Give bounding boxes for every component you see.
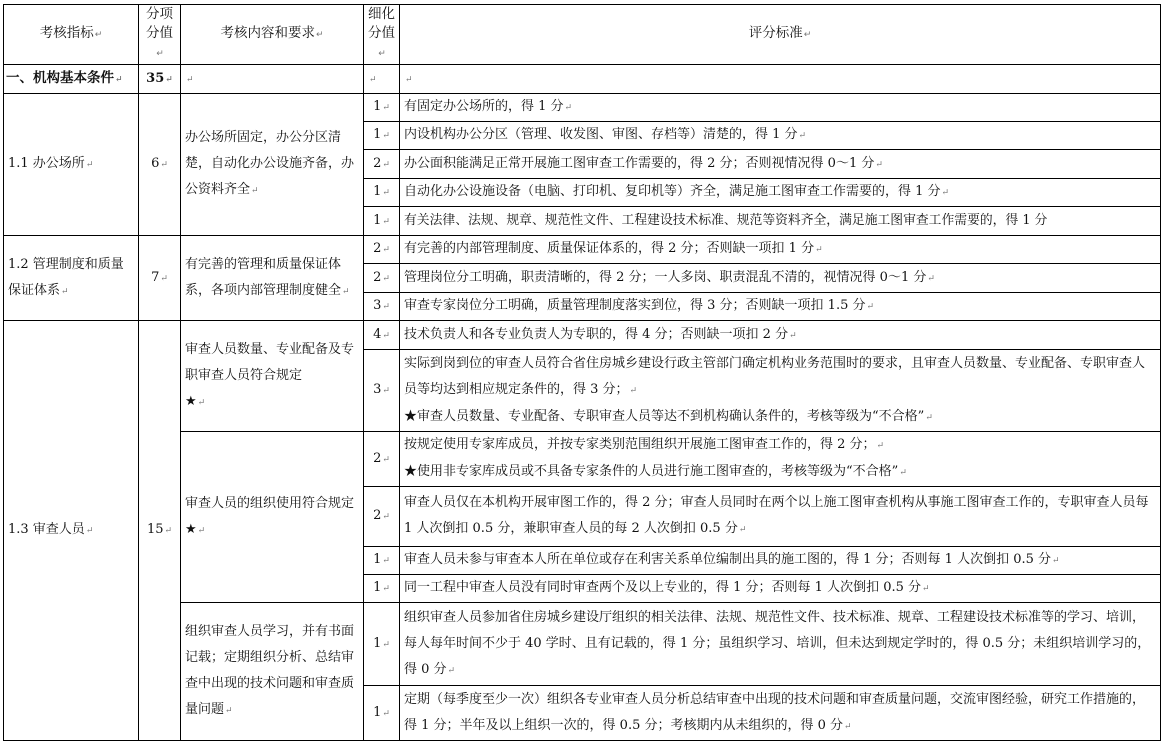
table-row xyxy=(4,321,1161,350)
section-score: 35↵ xyxy=(139,65,181,94)
sub-score: 2↵ xyxy=(364,264,400,293)
group-content: 组织审查人员学习，并有书面记载；定期组织分析、总结审查中出现的技术问题和审查质量问题↵ xyxy=(181,603,364,741)
table-row xyxy=(4,236,1161,264)
criteria-text: 有完善的内部管理制度、质量保证体系的，得 2 分；否则缺一项扣 1 分↵ xyxy=(400,236,1161,264)
sub-score: 2↵ xyxy=(364,432,400,487)
star-icon: ★ xyxy=(185,393,197,409)
group-content: 审查人员数量、专业配备及专职审查人员符合规定 ★↵ xyxy=(181,321,364,432)
sub-score: 2↵ xyxy=(364,487,400,547)
criteria-text: 内设机构办公分区（管理、收发图、审图、存档等）清楚的，得 1 分↵ xyxy=(400,122,1161,150)
header-row xyxy=(4,5,1161,65)
group-content: 审查人员的组织使用符合规定 ★↵ xyxy=(181,432,364,603)
criteria-text: 审查人员未参与审查本人所在单位或存在利害关系单位编制出具的施工图的，得 1 分；否则每 1 人次倒扣 0.5 分↵ xyxy=(400,547,1161,575)
header-item-score: 分项 分值↵ xyxy=(139,5,181,65)
criteria-text: 有固定办公场所的，得 1 分↵ xyxy=(400,94,1161,122)
section-row xyxy=(4,65,1161,94)
section-criteria-empty: ↵ xyxy=(400,65,1161,94)
header-content: 考核内容和要求↵ xyxy=(181,5,364,65)
criteria-text: 同一工程中审查人员没有同时审查两个及以上专业的，得 1 分；否则每 1 人次倒扣 0.5 分↵ xyxy=(400,575,1161,603)
group-label: 1.3 审查人员↵ xyxy=(4,321,139,741)
sub-score: 3↵ xyxy=(364,350,400,432)
criteria-text: 组织审查人员参加省住房城乡建设厅组织的相关法律、法规、规范性文件、技术标准、规章、工程建设技术标准等的学习、培训，每人每年时间不少于 40 学时、且有记载的，得 1 分；虽组织学习、培训，但未达到规定学时的，得 0.5 分；未组织培训学习的，得 0 分↵ xyxy=(400,603,1161,686)
section-title: 一、机构基本条件↵ xyxy=(4,65,139,94)
sub-score: 1↵ xyxy=(364,686,400,741)
sub-score: 1↵ xyxy=(364,94,400,122)
group-score: 6↵ xyxy=(139,94,181,236)
sub-score: 4↵ xyxy=(364,321,400,350)
section-sub-empty: ↵ xyxy=(364,65,400,94)
sub-score: 1↵ xyxy=(364,603,400,686)
criteria-text: 管理岗位分工明确，职责清晰的，得 2 分；一人多岗、职责混乱不清的，视情况得 0～1 分↵ xyxy=(400,264,1161,293)
header-criteria: 评分标准↵ xyxy=(400,5,1161,65)
star-icon: ★ xyxy=(404,464,418,479)
assessment-table xyxy=(3,4,1161,741)
group-label: 1.2 管理制度和质量保证体系↵ xyxy=(4,236,139,321)
sub-score: 2↵ xyxy=(364,236,400,264)
group-content: 有完善的管理和质量保证体系，各项内部管理制度健全↵ xyxy=(181,236,364,321)
criteria-text: 定期（每季度至少一次）组织各专业审查人员分析总结审查中出现的技术问题和审查质量问题，交流审图经验，研究工作措施的，得 1 分；半年及以上组织一次的，得 0.5 分；考核期内从未组织的，得 0 分↵ xyxy=(400,686,1161,741)
criteria-text: 自动化办公设施设备（电脑、打印机、复印机等）齐全，满足施工图审查工作需要的，得 1 分↵ xyxy=(400,179,1161,207)
group-score: 15↵ xyxy=(139,321,181,741)
sub-score: 1↵ xyxy=(364,179,400,207)
sub-score: 1↵ xyxy=(364,547,400,575)
sub-score: 2↵ xyxy=(364,150,400,179)
group-label: 1.1 办公场所↵ xyxy=(4,94,139,236)
criteria-text: 有关法律、法规、规章、规范性文件、工程建设技术标准、规范等资料齐全，满足施工图审查工作需要的，得 1 分 xyxy=(400,207,1161,236)
star-icon: ★ xyxy=(404,408,418,424)
sub-score: 1↵ xyxy=(364,575,400,603)
sub-score: 1↵ xyxy=(364,122,400,150)
criteria-text: 办公面积能满足正常开展施工图审查工作需要的，得 2 分；否则视情况得 0～1 分↵ xyxy=(400,150,1161,179)
group-content: 办公场所固定，办公分区清楚，自动化办公设施齐备，办公资料齐全↵ xyxy=(181,94,364,236)
criteria-text: 实际到岗到位的审查人员符合省住房城乡建设行政主管部门确定机构业务范围时的要求，且审查人员数量、专业配备、专职审查人员等均达到相应规定条件的，得 3 分；↵ ★审查人员数量、专业配备、专职审查人员等达不到机构确认条件的，考核等级为“不合格”↵ xyxy=(400,350,1161,432)
criteria-text: 按规定使用专家库成员，并按专家类别范围组织开展施工图审查工作的，得 2 分；↵ ★使用非专家库成员或不具备专家条件的人员进行施工图审查的，考核等级为“不合格”↵ xyxy=(400,432,1161,487)
group-score: 7↵ xyxy=(139,236,181,321)
section-content-empty: ↵ xyxy=(181,65,364,94)
header-sub-score: 细化 分值↵ xyxy=(364,5,400,65)
sub-score: 1↵ xyxy=(364,207,400,236)
criteria-text: 审查人员仅在本机构开展审图工作的，得 2 分；审查人员同时在两个以上施工图审查机构从事施工图审查工作的，专职审查人员每 1 人次倒扣 0.5 分，兼职审查人员的每 2 人次倒扣 0.5 分↵ xyxy=(400,487,1161,547)
criteria-text: 技术负责人和各专业负责人为专职的，得 4 分；否则缺一项扣 2 分↵ xyxy=(400,321,1161,350)
table-row xyxy=(4,94,1161,122)
header-indicator: 考核指标↵ xyxy=(4,5,139,65)
star-icon: ★ xyxy=(185,521,197,537)
sub-score: 3↵ xyxy=(364,293,400,321)
criteria-text: 审查专家岗位分工明确，质量管理制度落实到位，得 3 分；否则缺一项扣 1.5 分↵ xyxy=(400,293,1161,321)
